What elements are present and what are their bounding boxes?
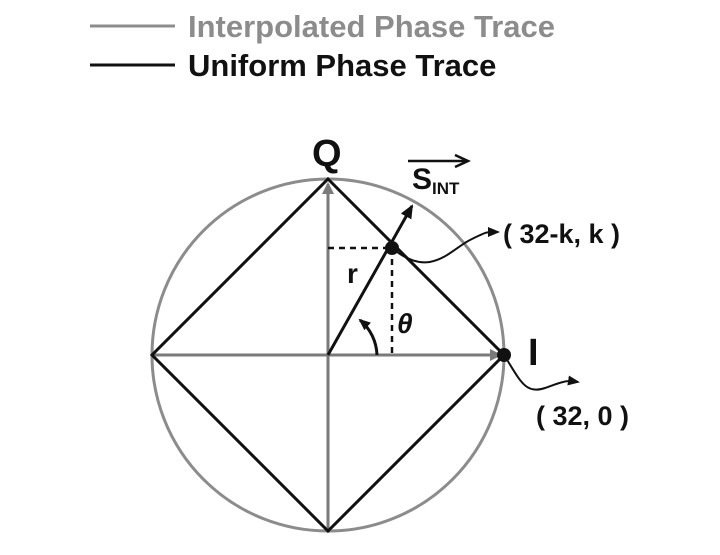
q-axis-label: Q [312, 133, 342, 175]
legend-interpolated-label: Interpolated Phase Trace [188, 9, 555, 44]
i-axis-label: I [528, 332, 539, 374]
point-upper-label: ( 32-k, k ) [503, 219, 621, 249]
axis-point-leader [504, 355, 578, 390]
theta-arc [360, 320, 377, 355]
s-int-label-sub: INT [432, 179, 460, 198]
point-axis-label: ( 32, 0 ) [536, 401, 630, 431]
radius-label: r [347, 258, 358, 289]
theta-label: θ [397, 308, 413, 339]
upper-point-leader [392, 232, 498, 263]
legend-uniform-label: Uniform Phase Trace [188, 48, 497, 83]
s-int-label-main: S [412, 163, 433, 196]
